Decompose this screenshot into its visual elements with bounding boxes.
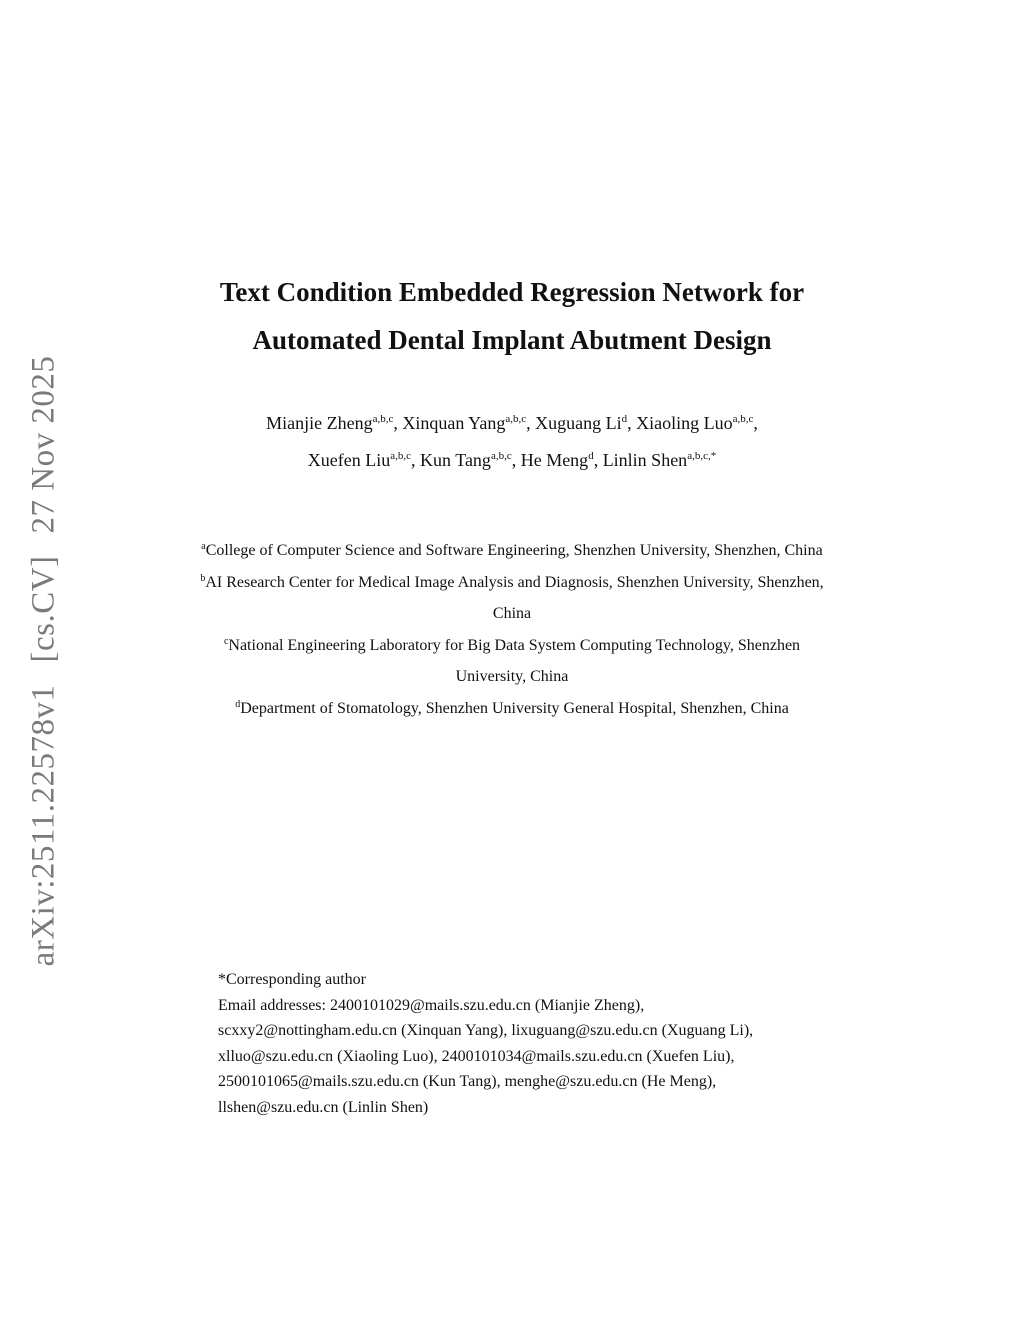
affiliation-mark: b [200, 572, 206, 584]
author-separator: , [753, 413, 758, 433]
affiliation-c [198, 630, 826, 693]
affiliation-mark: c [223, 635, 229, 647]
affiliation-d [198, 693, 826, 725]
author-separator: , [526, 413, 536, 433]
author-line-1 [0, 405, 1024, 442]
paper-title [0, 268, 1024, 364]
affiliation-a [198, 535, 826, 567]
author-name: Mianjie Zheng [266, 413, 373, 433]
email-line: llshen@szu.edu.cn (Linlin Shen) [218, 1098, 429, 1116]
affiliation-mark: d [235, 698, 241, 710]
arxiv-category: [cs.CV] [25, 555, 62, 663]
arxiv-id[interactable]: arXiv:2511.22578v1 [25, 684, 62, 967]
corresponding-author-label: *Corresponding author [218, 971, 366, 988]
author-list [0, 405, 1024, 479]
author-name: Linlin Shen [602, 450, 688, 470]
affiliation-text: Department of Stomatology, Shenzhen University General Hospital, Shenzhen, China [240, 699, 789, 717]
email-line: 2500101065@mails.szu.edu.cn (Kun Tang), menghe@szu.edu.cn (He Meng), [218, 1073, 717, 1090]
affiliation-mark: a [201, 541, 206, 552]
author-separator: , [393, 413, 403, 433]
email-line: Email addresses: 2400101029@mails.szu.edu.cn (Mianjie Zheng), [218, 996, 645, 1014]
author-name: Kun Tang [420, 450, 491, 470]
affiliation-text: National Engineering Laboratory for Big Data System Computing Technology, Shenzhen University, China [228, 636, 801, 685]
author-affil-sup: a,b,c [732, 413, 754, 425]
author-name: Xinquan Yang [402, 413, 506, 433]
author-name: Xiaoling Luo [636, 413, 733, 433]
affiliation-b [198, 567, 826, 630]
author-separator: , [511, 450, 521, 470]
arxiv-date: 27 Nov 2025 [25, 355, 62, 534]
author-separator: , [411, 450, 421, 470]
author-affil-sup: a,b,c [490, 450, 512, 462]
author-affil-sup: a,b,c,* [687, 450, 717, 462]
corresponding-author-footnote [218, 967, 858, 1120]
title-line-2: Automated Dental Implant Abutment Design [252, 325, 772, 355]
email-line: xlluo@szu.edu.cn (Xiaoling Luo), 2400101034@mails.szu.edu.cn (Xuefen Liu), [218, 1047, 735, 1065]
author-affil-sup: d [588, 450, 594, 462]
affiliation-text: AI Research Center for Medical Image Analysis and Diagnosis, Shenzhen University, Shenzhen, China [205, 573, 824, 622]
author-separator: , [593, 450, 603, 470]
author-line-2 [0, 442, 1024, 479]
author-affil-sup: a,b,c [390, 450, 412, 462]
author-affil-sup: a,b,c [505, 413, 527, 425]
author-name: He Meng [520, 450, 589, 470]
title-line-1: Text Condition Embedded Regression Network for [219, 277, 805, 307]
author-affil-sup: a,b,c [372, 413, 394, 425]
author-separator: , [627, 413, 637, 433]
affiliation-text: College of Computer Science and Software Engineering, Shenzhen University, Shenzhen, China [205, 542, 823, 559]
affiliation-list [198, 535, 826, 724]
author-affil-sup: d [621, 413, 628, 425]
author-name: Xuefen Liu [307, 450, 391, 470]
email-line: scxxy2@nottingham.edu.cn (Xinquan Yang), lixuguang@szu.edu.cn (Xuguang Li), [218, 1022, 754, 1039]
author-name: Xuguang Li [535, 413, 622, 433]
